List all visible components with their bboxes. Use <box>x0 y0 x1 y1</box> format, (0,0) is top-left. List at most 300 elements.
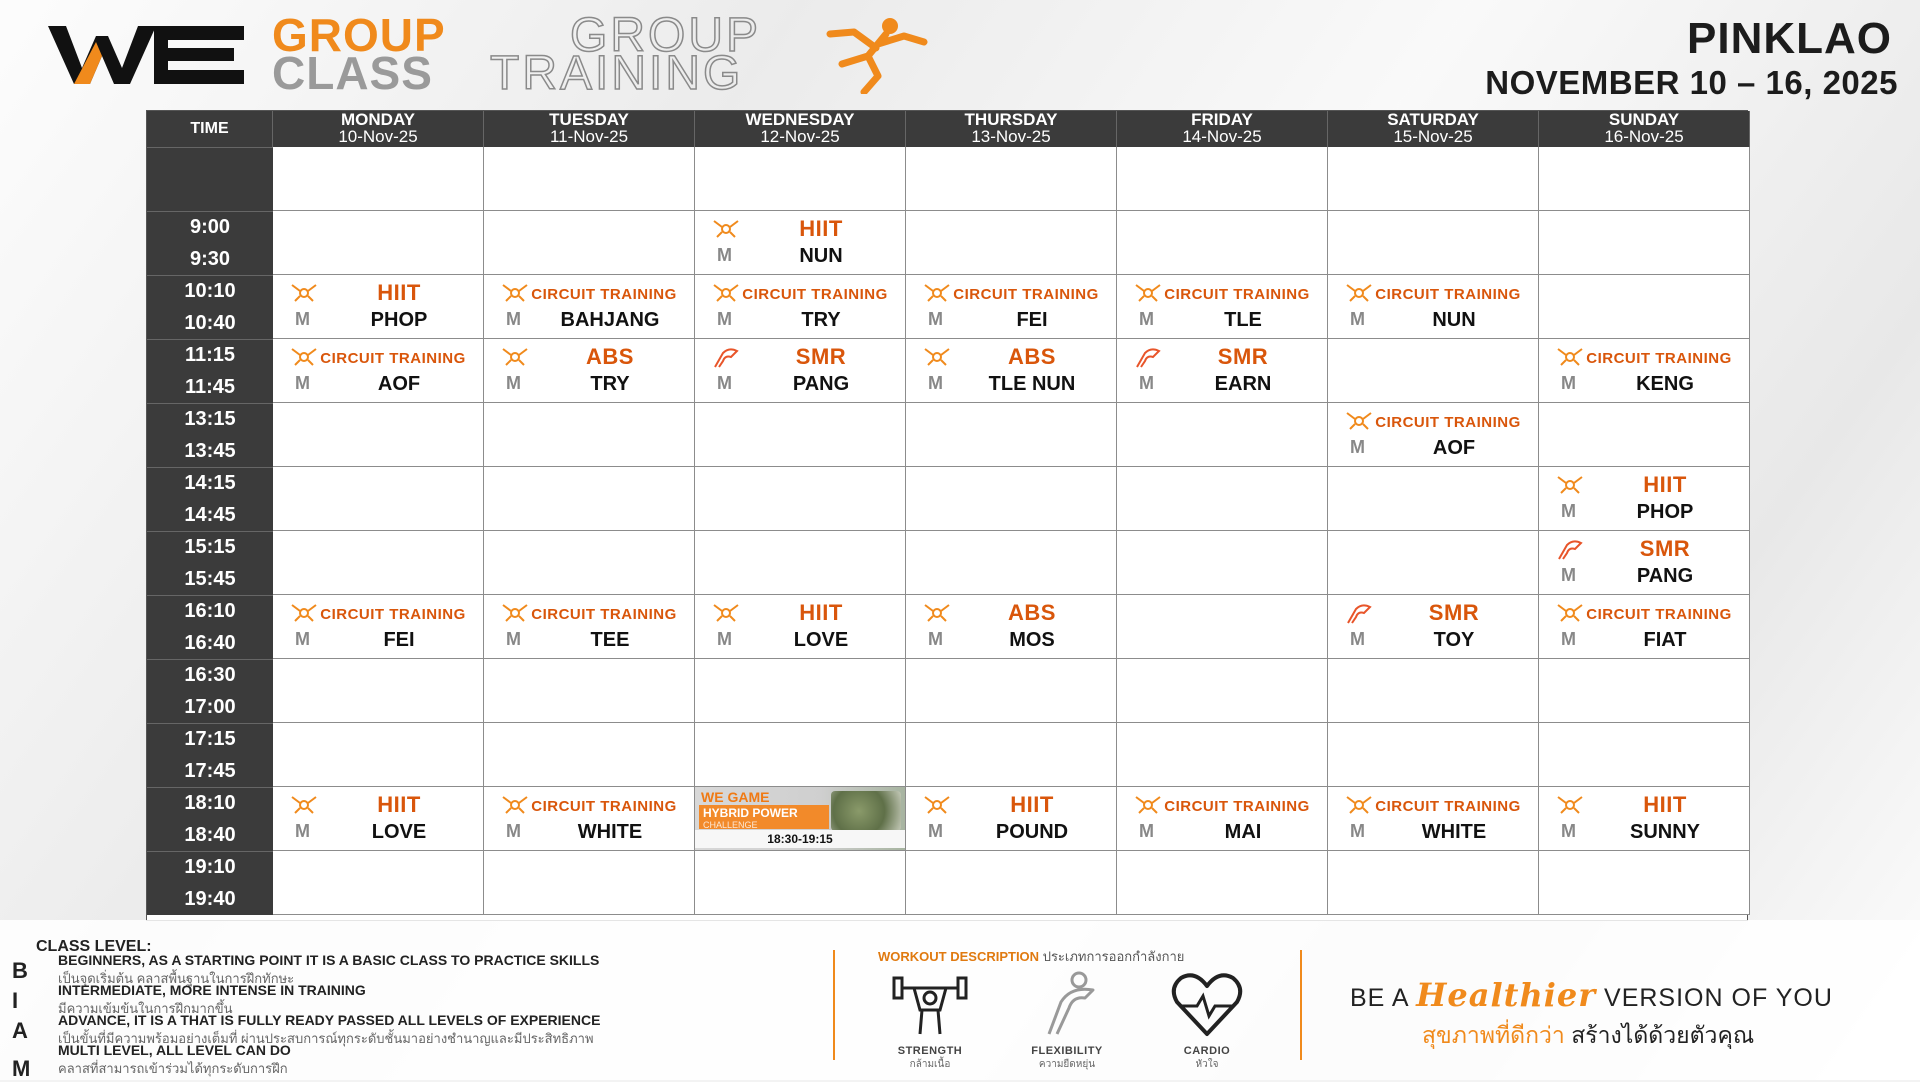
class-entry[interactable] <box>695 211 905 274</box>
schedule-cell <box>695 659 906 723</box>
schedule-cell[interactable] <box>906 595 1117 659</box>
schedule-cell <box>1539 211 1750 275</box>
cardio-icon <box>289 793 319 817</box>
class-level: M <box>717 629 732 649</box>
class-name: SMR <box>1217 344 1269 369</box>
class-level: M <box>1561 373 1576 393</box>
schedule-cell <box>695 147 906 211</box>
schedule-cell <box>1117 211 1328 275</box>
level-description-th: มีความเข้มข้นในการฝึกมากขึ้น <box>58 1001 233 1016</box>
coach-name: PHOP <box>1636 501 1694 523</box>
schedule-cell[interactable] <box>1328 595 1539 659</box>
footer-divider <box>833 950 835 1060</box>
class-level: M <box>1561 565 1576 585</box>
class-name: CIRCUIT TRAINING <box>742 286 888 303</box>
cardio-icon <box>711 217 741 241</box>
class-entry[interactable] <box>906 275 1116 338</box>
workout-cardio <box>1152 968 1262 1072</box>
class-level: M <box>1561 629 1576 649</box>
class-level: M <box>295 309 310 329</box>
level-description-th: เป็นจุดเริ่มต้น คลาสพื้นฐานในการฝึกทักษะ <box>58 971 295 986</box>
class-entry[interactable] <box>1117 275 1327 338</box>
schedule-cell[interactable] <box>273 339 484 403</box>
class-name: CIRCUIT TRAINING <box>531 286 677 303</box>
schedule-cell[interactable] <box>484 595 695 659</box>
schedule-cell <box>1328 723 1539 787</box>
workout-description-en: WORKOUT DESCRIPTION <box>878 949 1040 964</box>
coach-name: FEI <box>1016 309 1048 331</box>
class-entry[interactable] <box>1539 595 1749 658</box>
class-name: SMR <box>1639 536 1691 561</box>
time-slot <box>147 723 273 787</box>
wegame-photo <box>831 791 901 831</box>
workout-description-th: ประเภทการออกกำลังกาย <box>1042 949 1185 964</box>
slogan-pre: BE A <box>1350 984 1409 1012</box>
class-level: M <box>717 373 732 393</box>
coach-name: MAI <box>1224 821 1262 843</box>
day-name: SATURDAY <box>1387 110 1479 129</box>
class-level: M <box>295 373 310 393</box>
footer-divider <box>1300 950 1302 1060</box>
class-name: CIRCUIT TRAINING <box>953 286 1099 303</box>
slot-end: 9:30 <box>189 247 231 270</box>
coach-name: LOVE <box>371 821 427 843</box>
class-entry[interactable] <box>484 275 694 338</box>
schedule-cell <box>906 403 1117 467</box>
level-description: BEGINNERS, AS A STARTING POINT IT IS A BASIC CLASS TO PRACTICE SKILLS <box>58 952 600 968</box>
schedule-cell <box>695 531 906 595</box>
class-name: HIIT <box>1643 472 1687 497</box>
class-level: M <box>295 821 310 841</box>
class-entry[interactable] <box>695 595 905 658</box>
schedule-cell[interactable] <box>906 275 1117 339</box>
schedule-cell <box>273 531 484 595</box>
slogan <box>1350 976 1833 1014</box>
cardio-icon <box>1167 968 1247 1040</box>
time-slot <box>147 851 273 915</box>
slot-end: 17:00 <box>184 695 236 718</box>
cardio-icon <box>500 345 530 369</box>
slogan-thai <box>1422 1018 1754 1054</box>
schedule-table <box>146 110 1748 921</box>
schedule-cell <box>484 531 695 595</box>
class-name: ABS <box>1008 600 1056 625</box>
class-level: M <box>928 821 943 841</box>
schedule-cell <box>1328 211 1539 275</box>
cardio-icon <box>289 281 319 305</box>
schedule-cell <box>273 403 484 467</box>
schedule-cell[interactable] <box>1539 595 1750 659</box>
coach-name: FEI <box>383 629 415 651</box>
time-slot <box>147 595 273 659</box>
level-letter: I <box>12 988 19 1013</box>
class-level: M <box>1139 309 1154 329</box>
class-entry[interactable] <box>1328 275 1538 338</box>
slot-start: 16:30 <box>184 664 236 687</box>
coach-name: AOF <box>377 373 421 395</box>
schedule-cell <box>906 851 1117 915</box>
schedule-cell <box>273 851 484 915</box>
schedule-cell <box>484 403 695 467</box>
time-slot <box>147 211 273 275</box>
schedule-cell <box>484 147 695 211</box>
cardio-icon <box>922 601 952 625</box>
coach-name: NUN <box>1432 309 1476 331</box>
class-level: M <box>928 309 943 329</box>
coach-name: BAHJANG <box>560 309 660 331</box>
class-level: M <box>1350 821 1365 841</box>
schedule-cell[interactable] <box>273 787 484 851</box>
coach-name: AOF <box>1432 437 1476 459</box>
schedule-cell[interactable] <box>1117 787 1328 851</box>
slot-start: 17:15 <box>184 728 236 751</box>
schedule-cell[interactable] <box>1539 787 1750 851</box>
class-entry[interactable] <box>273 275 483 338</box>
day-name: FRIDAY <box>1191 110 1253 129</box>
coach-name: WHITE <box>577 821 643 843</box>
workout-flexibility <box>1012 968 1122 1072</box>
coach-name: PANG <box>1636 565 1694 587</box>
schedule-cell <box>484 467 695 531</box>
class-entry[interactable] <box>1117 787 1327 850</box>
schedule-cell <box>1539 275 1750 339</box>
schedule-cell[interactable] <box>1539 467 1750 531</box>
slot-start: 15:15 <box>184 536 236 559</box>
slot-end: 17:45 <box>184 759 236 782</box>
slogan-thai-orange: สุขภาพที่ดีกว่า <box>1422 1022 1565 1048</box>
day-date: 12-Nov-25 <box>760 127 840 146</box>
slot-start: 10:10 <box>184 280 236 303</box>
schedule-cell <box>695 467 906 531</box>
schedule-cell[interactable] <box>484 275 695 339</box>
class-entry[interactable] <box>1539 531 1749 594</box>
level-description: INTERMEDIATE, MORE INTENSE IN TRAINING <box>58 982 366 998</box>
schedule-cell <box>1539 851 1750 915</box>
coach-name: NUN <box>799 245 843 267</box>
schedule-cell <box>1539 147 1750 211</box>
class-name: CIRCUIT TRAINING <box>531 798 677 815</box>
schedule-cell[interactable] <box>906 339 1117 403</box>
schedule-cell <box>1539 659 1750 723</box>
slot-end: 13:45 <box>184 439 236 462</box>
time-slot <box>147 403 273 467</box>
class-level: M <box>1139 821 1154 841</box>
flexibility-label-th: ความยืดหยุ่น <box>1038 1059 1096 1070</box>
cardio-icon <box>711 601 741 625</box>
day-header-tuesday <box>484 111 695 147</box>
time-slot <box>147 787 273 851</box>
day-header-sunday <box>1539 111 1750 147</box>
cardio-label-th: หัวใจ <box>1195 1059 1219 1070</box>
day-date: 16-Nov-25 <box>1604 127 1684 146</box>
slot-end: 14:45 <box>184 503 236 526</box>
time-slot <box>147 659 273 723</box>
flexibility-icon <box>1133 345 1163 369</box>
schedule-cell[interactable] <box>695 595 906 659</box>
day-header-wednesday <box>695 111 906 147</box>
class-entry[interactable] <box>695 339 905 402</box>
class-name: HIIT <box>377 792 421 817</box>
workout-strength <box>875 968 985 1072</box>
time-slot <box>147 467 273 531</box>
time-slot <box>147 531 273 595</box>
schedule-cell[interactable] <box>1117 275 1328 339</box>
class-entry[interactable] <box>1539 339 1749 402</box>
we-logo <box>48 22 248 86</box>
class-name: HIIT <box>1643 792 1687 817</box>
schedule-cell[interactable] <box>273 595 484 659</box>
wegame-time: 18:30-19:15 <box>695 830 905 848</box>
coach-name: POUND <box>995 821 1069 843</box>
class-name: CIRCUIT TRAINING <box>531 606 677 623</box>
class-name: CIRCUIT TRAINING <box>1164 798 1310 815</box>
coach-name: TEE <box>590 629 630 651</box>
slot-start: 13:15 <box>184 408 236 431</box>
wegame-event[interactable] <box>695 787 905 850</box>
schedule-cell <box>695 851 906 915</box>
slot-start: 16:10 <box>184 600 236 623</box>
class-level: M <box>1139 373 1154 393</box>
class-name: SMR <box>795 344 847 369</box>
class-entry[interactable] <box>273 595 483 658</box>
class-entry[interactable] <box>273 787 483 850</box>
schedule-cell[interactable] <box>1117 339 1328 403</box>
class-name: CIRCUIT TRAINING <box>1375 414 1521 431</box>
slogan-thai-rest: สร้างได้ด้วยตัวคุณ <box>1571 1022 1755 1048</box>
class-name: CIRCUIT TRAINING <box>320 350 466 367</box>
schedule-cell <box>484 659 695 723</box>
schedule-cell[interactable] <box>695 339 906 403</box>
flexibility-icon <box>1555 537 1585 561</box>
slot-start: 9:00 <box>189 216 231 239</box>
schedule-cell <box>273 147 484 211</box>
class-level: M <box>717 245 732 265</box>
schedule-cell <box>906 211 1117 275</box>
level-description: MULTI LEVEL, ALL LEVEL CAN DO <box>58 1042 291 1058</box>
class-entry[interactable] <box>1539 787 1749 850</box>
schedule-cell[interactable] <box>1539 339 1750 403</box>
day-date: 11-Nov-25 <box>549 127 629 146</box>
class-level: M <box>1350 309 1365 329</box>
slot-start: 18:10 <box>184 792 236 815</box>
coach-name: EARN <box>1214 373 1272 395</box>
class-entry[interactable] <box>484 787 694 850</box>
day-header-monday <box>273 111 484 147</box>
class-entry[interactable] <box>1328 595 1538 658</box>
class-entry[interactable] <box>695 275 905 338</box>
coach-name: TRY <box>801 309 841 331</box>
coach-name: PANG <box>792 373 850 395</box>
time-slot <box>147 339 273 403</box>
cardio-label: CARDIO <box>1183 1045 1231 1057</box>
level-letter: M <box>12 1056 31 1081</box>
coach-name: TLE <box>1224 309 1262 331</box>
class-level: M <box>717 309 732 329</box>
class-entry[interactable] <box>1328 787 1538 850</box>
day-date: 13-Nov-25 <box>971 127 1051 146</box>
class-entry[interactable] <box>906 595 1116 658</box>
class-level: M <box>506 821 521 841</box>
wegame-brand: WE GAME <box>701 789 770 805</box>
schedule-cell <box>1328 467 1539 531</box>
coach-name: TRY <box>590 373 630 395</box>
schedule-cell <box>1328 659 1539 723</box>
schedule-cell <box>1328 851 1539 915</box>
schedule-cell <box>484 723 695 787</box>
day-name: THURSDAY <box>964 110 1058 129</box>
branch-name: PINKLAO <box>1687 14 1892 63</box>
day-date: 15-Nov-25 <box>1393 127 1473 146</box>
class-name: CIRCUIT TRAINING <box>1375 798 1521 815</box>
schedule-cell <box>695 723 906 787</box>
schedule-cell <box>1539 403 1750 467</box>
slot-end: 19:40 <box>184 887 236 910</box>
level-letter: A <box>12 1018 28 1043</box>
slogan-post: VERSION OF YOU <box>1604 984 1833 1012</box>
coach-name: PHOP <box>370 309 428 331</box>
schedule-cell[interactable] <box>695 275 906 339</box>
level-description: ADVANCE, IT IS A THAT IS FULLY READY PASSED ALL LEVELS OF EXPERIENCE <box>58 1012 601 1028</box>
class-name: CIRCUIT TRAINING <box>1375 286 1521 303</box>
strength-label-th: กล้ามเนื้อ <box>909 1059 951 1070</box>
class-entry[interactable] <box>906 339 1116 402</box>
class-level: M <box>295 629 310 649</box>
runner-icon <box>820 14 930 94</box>
schedule-cell <box>1117 723 1328 787</box>
class-level: M <box>506 629 521 649</box>
class-entry[interactable] <box>1539 467 1749 530</box>
coach-name: SUNNY <box>1629 821 1700 843</box>
schedule-cell[interactable] <box>1539 531 1750 595</box>
schedule-cell <box>273 723 484 787</box>
schedule-cell <box>906 147 1117 211</box>
class-level: M <box>506 309 521 329</box>
class-entry[interactable] <box>273 339 483 402</box>
class-name: CIRCUIT TRAINING <box>1586 606 1732 623</box>
schedule-cell[interactable] <box>484 787 695 851</box>
day-header-thursday <box>906 111 1117 147</box>
schedule-cell <box>1328 531 1539 595</box>
class-entry[interactable] <box>1117 339 1327 402</box>
slot-start: 14:15 <box>184 472 236 495</box>
class-name: CIRCUIT TRAINING <box>1164 286 1310 303</box>
schedule-cell[interactable] <box>695 211 906 275</box>
schedule-cell <box>1117 595 1328 659</box>
slot-start: 11:15 <box>184 344 236 367</box>
flexibility-icon <box>1027 968 1107 1040</box>
schedule-cell <box>1117 659 1328 723</box>
class-entry[interactable] <box>484 339 694 402</box>
schedule-cell <box>906 467 1117 531</box>
class-level: M <box>1561 501 1576 521</box>
schedule-cell <box>906 723 1117 787</box>
schedule-cell <box>695 403 906 467</box>
time-slot <box>147 147 273 211</box>
schedule-cell <box>1539 723 1750 787</box>
flexibility-label: FLEXIBILITY <box>1031 1045 1103 1057</box>
schedule-cell <box>1117 531 1328 595</box>
schedule-cell <box>1328 147 1539 211</box>
slot-end: 16:40 <box>184 631 236 654</box>
coach-name: FIAT <box>1643 629 1687 651</box>
cardio-icon <box>922 345 952 369</box>
cardio-icon <box>1555 473 1585 497</box>
coach-name: MOS <box>1009 629 1055 651</box>
title-group: GROUP <box>272 9 446 61</box>
slot-end: 15:45 <box>184 567 236 590</box>
day-date: 14-Nov-25 <box>1182 127 1262 146</box>
day-header-saturday <box>1328 111 1539 147</box>
cardio-icon <box>922 793 952 817</box>
slogan-highlight: Healthier <box>1416 976 1597 1014</box>
wegame-title-box: HYBRID POWER CHALLENGE <box>699 805 829 829</box>
schedule-cell[interactable] <box>484 339 695 403</box>
class-name: HIIT <box>799 216 843 241</box>
class-level: M <box>1350 437 1365 457</box>
class-name: SMR <box>1428 600 1480 625</box>
schedule-cell <box>1117 403 1328 467</box>
class-level: M <box>506 373 521 393</box>
schedule-cell <box>273 211 484 275</box>
coach-name: KENG <box>1636 373 1694 395</box>
slot-end: 11:45 <box>184 375 236 398</box>
day-name: MONDAY <box>341 110 415 129</box>
level-letter: B <box>12 958 28 983</box>
time-slot <box>147 275 273 339</box>
class-name: CIRCUIT TRAINING <box>320 606 466 623</box>
class-level: M <box>928 373 943 393</box>
title-class: CLASS <box>272 47 433 99</box>
coach-name: TLE NUN <box>988 373 1076 395</box>
schedule-cell <box>484 211 695 275</box>
class-name: HIIT <box>1010 792 1054 817</box>
workout-description-title <box>878 946 1184 967</box>
coach-name: WHITE <box>1421 821 1487 843</box>
schedule-cell[interactable] <box>273 275 484 339</box>
schedule-cell[interactable] <box>1328 787 1539 851</box>
level-description-th: คลาสที่สามารถเข้าร่วมได้ทุกระดับการฝึก <box>58 1061 288 1076</box>
slot-end: 10:40 <box>184 311 236 334</box>
strength-label: STRENGTH <box>897 1045 963 1057</box>
schedule-cell[interactable] <box>1328 275 1539 339</box>
flexibility-icon <box>1344 601 1374 625</box>
class-level-title: CLASS LEVEL: <box>36 938 152 955</box>
class-entry[interactable] <box>906 787 1116 850</box>
class-level: M <box>1561 821 1576 841</box>
flexibility-icon <box>711 345 741 369</box>
title-training-outline: TRAINING <box>490 47 744 100</box>
day-header-friday <box>1117 111 1328 147</box>
class-name: CIRCUIT TRAINING <box>1586 350 1732 367</box>
day-date: 10-Nov-25 <box>338 127 418 146</box>
schedule-cell <box>484 851 695 915</box>
class-name: HIIT <box>799 600 843 625</box>
class-entry[interactable] <box>484 595 694 658</box>
schedule-cell[interactable] <box>1328 403 1539 467</box>
schedule-cell[interactable] <box>695 787 906 851</box>
class-name: HIIT <box>377 280 421 305</box>
time-column-header: TIME <box>147 111 273 147</box>
level-description-th: เป็นขั้นที่มีความพร้อมอย่างเต็มที่ ผ่านประสบการณ์ทุกระดับชั้นมาอย่างชำนาญและมีประสิทธิภาพ <box>58 1031 594 1046</box>
schedule-cell <box>906 531 1117 595</box>
title-group-outline: GROUP <box>570 9 762 62</box>
class-entry[interactable] <box>1328 403 1538 466</box>
cardio-icon <box>1555 793 1585 817</box>
schedule-cell <box>1328 339 1539 403</box>
schedule-cell <box>906 659 1117 723</box>
slot-start: 19:10 <box>184 856 236 879</box>
schedule-cell[interactable] <box>906 787 1117 851</box>
